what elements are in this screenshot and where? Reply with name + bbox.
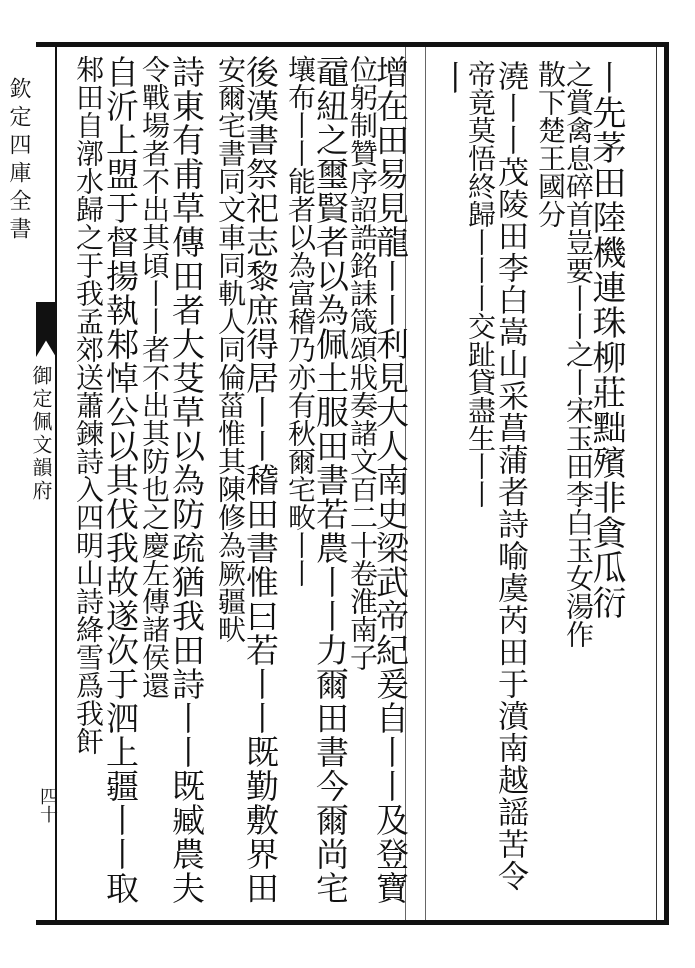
- text-column-12: 安爾宅書同文車同軌人同倫菑惟其陳修為厥疆畎: [214, 55, 247, 643]
- text-column-4: 澆丨丨茂陵田李白嵩山采菖蒲者詩喻虞芮田于濆南越謡苦令: [492, 60, 528, 892]
- frame-top-border: [36, 42, 668, 47]
- text-column-8: 位躬制贊序詔誥銘誄箴頌戕奏諸文百二十卷淮南子: [346, 55, 379, 671]
- folio-number: 四十: [37, 787, 58, 823]
- page-fold-margin: [0, 47, 58, 920]
- text-column-15: 自沂上盟于督揚執邾悼公以其伐我故遂次于泗上疆丨丨取: [101, 55, 140, 905]
- frame-right-border: [664, 42, 669, 925]
- text-column-6: 丨: [432, 60, 472, 95]
- text-column-14: 令戰場者不出其頃丨丨者不出其防也之慶左傳諸侯還: [138, 55, 171, 699]
- book-title: 欽定四庫全書: [6, 77, 31, 245]
- text-column-5: 帝竟莫悟終歸丨丨丨交趾貸盡生丨丨: [464, 60, 497, 508]
- text-column-9: 黿紐之璽賢者以為佩土服田書若農丨丨力爾田書今爾尚宅: [311, 55, 350, 905]
- volume-title: 御定佩文韻府: [29, 365, 53, 503]
- text-column-13: 詩東有甫草傳田者大芟草以為防疏猶我田詩丨丨既臧農夫: [167, 55, 206, 905]
- text-column-1: 丨先茅田陸機連珠柳莊黜殯非貪瓜衍: [586, 60, 626, 620]
- fishtail-mark: [36, 302, 56, 357]
- text-column-3: 散下楚王國分: [534, 60, 567, 228]
- column-divider: [425, 47, 426, 920]
- frame-inner-right-rule: [656, 47, 657, 920]
- text-column-10: 壤布丨丨能者以為富稽乃亦有秋爾宅畋丨丨: [284, 55, 317, 587]
- text-column-16: 邾田自漷水歸之于我孟郊送蕭鍊詩入四明山詩絳雪爲我飦: [72, 55, 105, 755]
- frame-bottom-border: [36, 920, 668, 925]
- text-column-11: 後漢書祭祀志黎庶得居丨丨稽田書惟曰若丨丨既勤敷界田: [241, 55, 280, 905]
- text-column-7: 增在田易見龍丨丨利見大人南史梁武帝紀爰自丨丨及登寶: [371, 55, 410, 905]
- text-column-2: 之賞禽息碎首豈要丨丨之丨宋玉田李白玉女湯作: [562, 60, 595, 648]
